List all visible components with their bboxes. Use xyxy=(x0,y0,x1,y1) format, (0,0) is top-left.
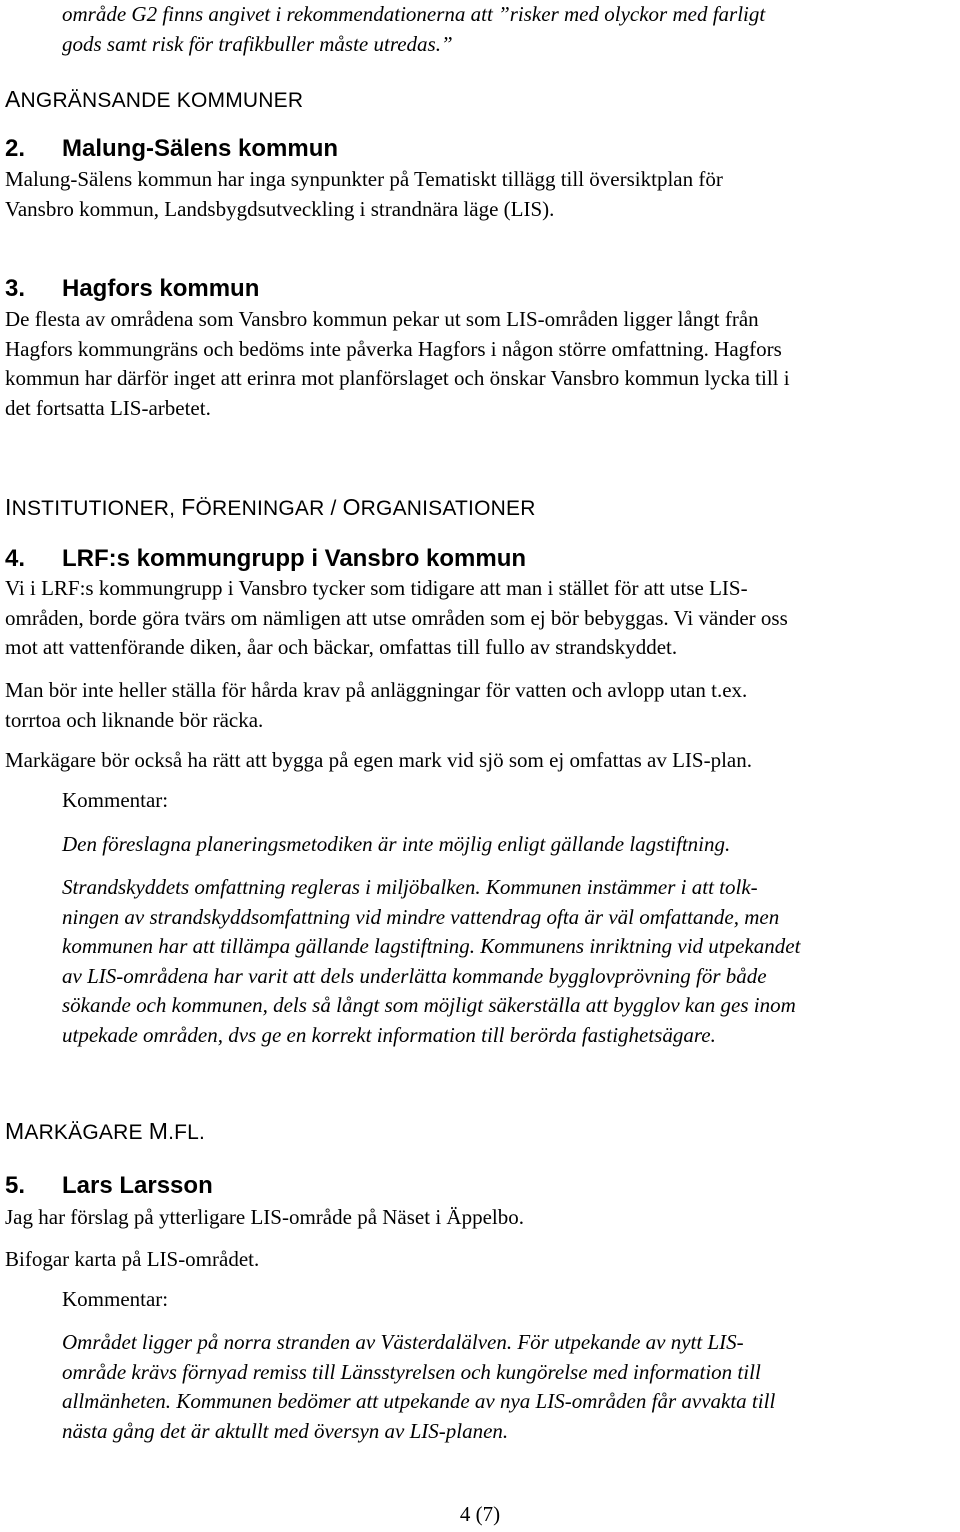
item-5-paragraph-1 xyxy=(5,1203,960,1233)
text-line: område krävs förnyad remiss till Länsstyrelsen och kungörelse med information till xyxy=(62,1359,761,1384)
section-heading-landowners xyxy=(5,1118,960,1145)
item-2-heading xyxy=(5,134,960,164)
text-line: De flesta av områdena som Vansbro kommun pekar ut som LIS-områden ligger långt från xyxy=(5,307,759,331)
heading-rest: ÖRENINGAR / xyxy=(195,497,343,520)
text-line: Strandskyddets omfattning regleras i miljöbalken. Kommunen instämmer i att tolk- xyxy=(62,875,758,899)
heading-initial: O xyxy=(342,494,361,520)
heading-initial: M xyxy=(148,1118,169,1144)
text-line: Man bör inte heller ställa för hårda krav på anläggningar för vatten och avlopp utan t.ex. xyxy=(5,678,748,702)
text-line: områden, borde göra tvärs om nämligen att utse områden som ej bör bebyggas. Vi vänder oss xyxy=(5,605,788,630)
text-line: torrtoa och liknande bör räcka. xyxy=(5,707,264,732)
text-line: Vansbro kommun, Landsbygdsutveckling i strandnära läge (LIS). xyxy=(5,196,555,221)
text-line: Markägare bör också ha rätt att bygga på egen mark vid sjö som ej omfattas av LIS-plan. xyxy=(5,748,753,772)
item-number: 5. xyxy=(5,1172,26,1199)
item-4-heading xyxy=(5,544,960,574)
item-5-paragraph-2 xyxy=(5,1245,960,1275)
text-line: sökande och kommunen, dels så långt som möjligt säkerställa att bygglov kan ges inom xyxy=(62,993,796,1017)
heading-rest: .FL. xyxy=(168,1121,206,1144)
text-line: Området ligger på norra stranden av Västerdalälven. För utpekande av nytt LIS- xyxy=(62,1330,744,1354)
text-line: Jag har förslag på ytterligare LIS-område på Näset i Äppelbo. xyxy=(5,1205,524,1229)
text-line: mot att vattenförande diken, åar och bäckar, omfattas till fullo av strandskyddet. xyxy=(5,635,678,659)
item-3-body xyxy=(5,305,960,423)
item-number: 4. xyxy=(5,545,26,572)
comment-paragraph-1 xyxy=(62,830,960,860)
item-title: Lars Larsson xyxy=(62,1172,213,1199)
item-title: Hagfors kommun xyxy=(62,275,260,302)
heading-initial: F xyxy=(181,494,196,520)
text-line: Hagfors kommungräns och bedöms inte påverka Hagfors i någon större omfattning. Hagfors xyxy=(5,336,782,361)
heading-rest: NGRÄNSANDE KOMMUNER xyxy=(20,89,304,112)
comment-paragraph-2 xyxy=(62,873,960,1050)
heading-rest: NSTITUTIONER, xyxy=(11,497,182,520)
comment-label: Kommentar: xyxy=(62,1287,169,1311)
heading-initial: I xyxy=(5,494,12,520)
comment-paragraph xyxy=(62,1328,960,1446)
section-heading-institutions xyxy=(5,494,960,521)
text-line: kommunen har att tillämpa gällande lagstiftning. Kommunens inriktning vid utpekandet xyxy=(62,934,801,958)
page-number: 4 (7) xyxy=(459,1502,501,1526)
text-line: Bifogar karta på LIS-området. xyxy=(5,1247,260,1271)
text-line: område G2 finns angivet i rekommendationerna att ”risker med olyckor med farligt xyxy=(62,2,766,26)
intro-paragraph xyxy=(62,0,960,59)
text-line: ningen av strandskyddsomfattning vid mindre vattendrag ofta är väl omfattande, men xyxy=(62,904,780,929)
item-number: 3. xyxy=(5,275,26,302)
item-3-heading xyxy=(5,274,960,304)
text-line: det fortsatta LIS-arbetet. xyxy=(5,395,211,420)
item-2-body xyxy=(5,165,960,224)
item-title: LRF:s kommungrupp i Vansbro kommun xyxy=(62,545,527,572)
text-line: Den föreslagna planeringsmetodiken är inte möjlig enligt gällande lagstiftning. xyxy=(62,832,731,856)
item-5-heading xyxy=(5,1171,960,1201)
item-4-paragraph-2 xyxy=(5,676,960,735)
text-line: nästa gång det är aktullt med översyn av LIS-planen. xyxy=(62,1418,509,1443)
heading-rest: ARKÄGARE xyxy=(24,1121,149,1144)
text-line: kommun har därför inget att erinra mot planförslaget och önskar Vansbro kommun lycka till i xyxy=(5,366,790,390)
item-title: Malung-Sälens kommun xyxy=(62,135,339,162)
heading-rest: RGANISATIONER xyxy=(360,497,536,520)
heading-initial: A xyxy=(5,86,21,112)
item-4-paragraph-1 xyxy=(5,574,960,663)
text-line: Malung-Sälens kommun har inga synpunkter på Tematiskt tillägg till översiktplan för xyxy=(5,167,723,191)
text-line: gods samt risk för trafikbuller måste utredas.” xyxy=(62,31,453,56)
text-line: allmänheten. Kommunen bedömer att utpekande av nya LIS-områden får avvakta till xyxy=(62,1389,776,1413)
heading-initial: M xyxy=(5,1118,25,1144)
text-line: utpekade områden, dvs ge en korrekt information till berörda fastighetsägare. xyxy=(62,1022,716,1047)
section-heading-neighbouring-municipalities xyxy=(5,86,960,113)
item-number: 2. xyxy=(5,135,26,162)
item-4-paragraph-3 xyxy=(5,746,960,776)
text-line: Vi i LRF:s kommungrupp i Vansbro tycker som tidigare att man i stället för att utse LIS- xyxy=(5,576,748,600)
comment-label: Kommentar: xyxy=(62,788,169,812)
text-line: av LIS-områdena har varit att dels underlätta kommande bygglovprövning för både xyxy=(62,963,767,988)
